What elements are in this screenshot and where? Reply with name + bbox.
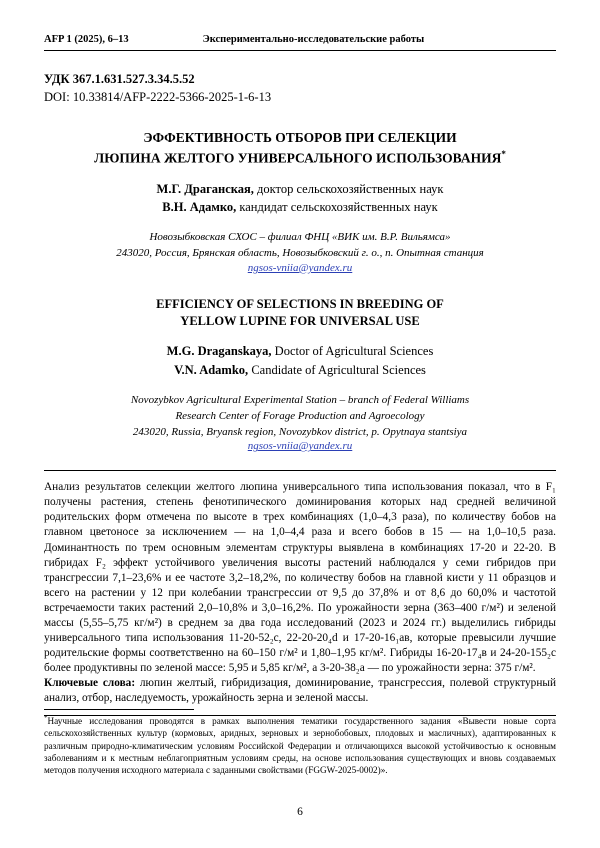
author-en-1-degree: Doctor of Agricultural Sciences (271, 344, 434, 359)
footnote-divider (44, 709, 194, 710)
author-en-2-name: V.N. Adamko, (174, 362, 249, 377)
abstract-text: Анализ результатов селекции желтого люпина универсального типа использования показал, что в F₁ получены растения, степень фенотипического доминирования которых над средней величиной родительских форм отмечена по высоте в трех комбинациях (1,0–4,3 раза), по количеству бобов на главном цветоносе за исключением — на 1,0–4,4 раза и всего бобов в 15 — на 1,0–10,5 раза. Доминантность по трем основным элементам структуры выявлена в комбинациях 17-20 и 22-20. В гибридах F₂ эффект устойчивого увеличения высоты растений наблюдался у семи гибридов при трансгрессии 7,1–23,6% и ее частоте 3,2–18,2%, по количеству бобов на главной кисти у 11 образцов и всего на растении у 12 при колебании трансгрессии от 9,5 до 37,8% и от 8,6 до 60,0% и частотой встречаемости таких растений 2,0–10,8% и 3,0–16,2%. По урожайности зерна (363–400 г/м²) и зеленой массы (5,55–5,75 кг/м²) в среднем за два года исследований (2023 и 2024 гг.) выделились гибриды универсального типа использования 11-20-52₂c, 22-20-20₄d и 17-20-16₁ав, которые превысили лучшие родительские формы соответственно на 60–150 г/м² и 1,80–1,95 кг/м². Гибриды 16-20-17₄в и 24-20-155₂c более продуктивны по зеленой массе: 5,95 и 5,85 кг/м², а 3-20-38₂a — по урожайности зерна: 375 г/м². (44, 481, 556, 674)
affiliation-en (44, 393, 556, 441)
keywords-label: Ключевые слова: (44, 676, 136, 689)
running-head-left: AFP 1 (2025), 6–13 (44, 34, 129, 45)
footnote-text: Научные исследования проводятся в рамках выполнения тематики государственного задания «Вывести новые сорта сельскохозяйственных культур (кормовых, аридных, зерновых и зернобобовых, плодовых и масличных), адаптированных к различным природно-климатическим условиям Российской Федерации и отличающихся высокой устойчивостью к основным заболеваниям и к местным неблагоприятным условиям среды, на основе использования существующих и вновь создаваемых методов получения исходного материала с заданными свойствами (FGGW-2025-0002)». (44, 716, 556, 775)
udc-code: УДК 367.1.631.527.3.34.5.52 (44, 72, 195, 86)
email-link-ru[interactable]: ngsos-vniia@yandex.ru (247, 261, 353, 274)
keywords-text: люпин желтый, гибридизация, доминирование, трансгрессия, полевой структурный анализ, отбор, наследуемость, урожайность зерна и зеленой массы. (44, 676, 556, 704)
author-ru-1-name: М.Г. Драганская, (156, 181, 254, 196)
title-ru-line-2: ЛЮПИНА ЖЕЛТОГО УНИВЕРСАЛЬНОГО ИСПОЛЬЗОВАНИЯ (94, 150, 502, 166)
affiliation-en-line-2: Research Center of Forage Production and Agroecology (175, 409, 425, 422)
author-ru-1-degree: доктор сельскохозяйственных наук (253, 181, 444, 196)
affiliation-ru-line-2: 243020, Россия, Брянская область, Новозыбковский г. о., п. Опытная станция (116, 246, 484, 259)
email-link-en[interactable]: ngsos-vniia@yandex.ru (247, 440, 353, 453)
author-en-2 (44, 361, 556, 379)
author-ru-2-name: В.Н. Адамко, (162, 199, 237, 214)
author-en-2-degree: Candidate of Agricultural Sciences (248, 362, 426, 377)
title-ru-line-2-wrap (44, 148, 556, 168)
authors-en (44, 342, 556, 378)
affiliation-en-line-1: Novozybkov Agricultural Experimental Station – branch of Federal Williams (130, 393, 470, 406)
author-ru-2 (44, 198, 556, 216)
title-en-line-1: EFFICIENCY OF SELECTIONS IN BREEDING OF (156, 296, 444, 311)
footnote-marker: * (44, 714, 48, 723)
running-head-right: Экспериментально-исследовательские работы (202, 34, 425, 45)
title-ru-line-1: ЭФФЕКТИВНОСТЬ ОТБОРОВ ПРИ СЕЛЕКЦИИ (143, 130, 457, 145)
author-ru-2-degree: кандидат сельскохозяйственных наук (236, 199, 438, 214)
affiliation-en-line-3: 243020, Russia, Bryansk region, Novozybkov district, p. Opytnaya stantsiya (132, 425, 468, 438)
authors-ru (44, 180, 556, 216)
author-en-1 (44, 342, 556, 360)
title-en-line-2: YELLOW LUPINE FOR UNIVERSAL USE (180, 314, 420, 329)
title-footnote-marker: * (501, 148, 506, 159)
doi-code: DOI: 10.33814/AFP-2222-5366-2025-1-6-13 (44, 89, 272, 104)
running-head (44, 34, 556, 51)
affiliation-ru (44, 230, 556, 262)
page-number: 6 (297, 806, 303, 818)
keywords-block (44, 676, 556, 706)
footnote-block (44, 709, 556, 776)
abstract-block (44, 470, 556, 715)
author-en-1-name: M.G. Draganskaya, (166, 344, 272, 359)
author-ru-1 (44, 180, 556, 198)
affiliation-ru-line-1: Новозыбковская СХОС – филиал ФНЦ «ВИК им. В.Р. Вильямса» (149, 231, 451, 243)
page-title-ru (44, 129, 556, 168)
footnote-body (44, 714, 556, 776)
page-title-en (44, 296, 556, 331)
